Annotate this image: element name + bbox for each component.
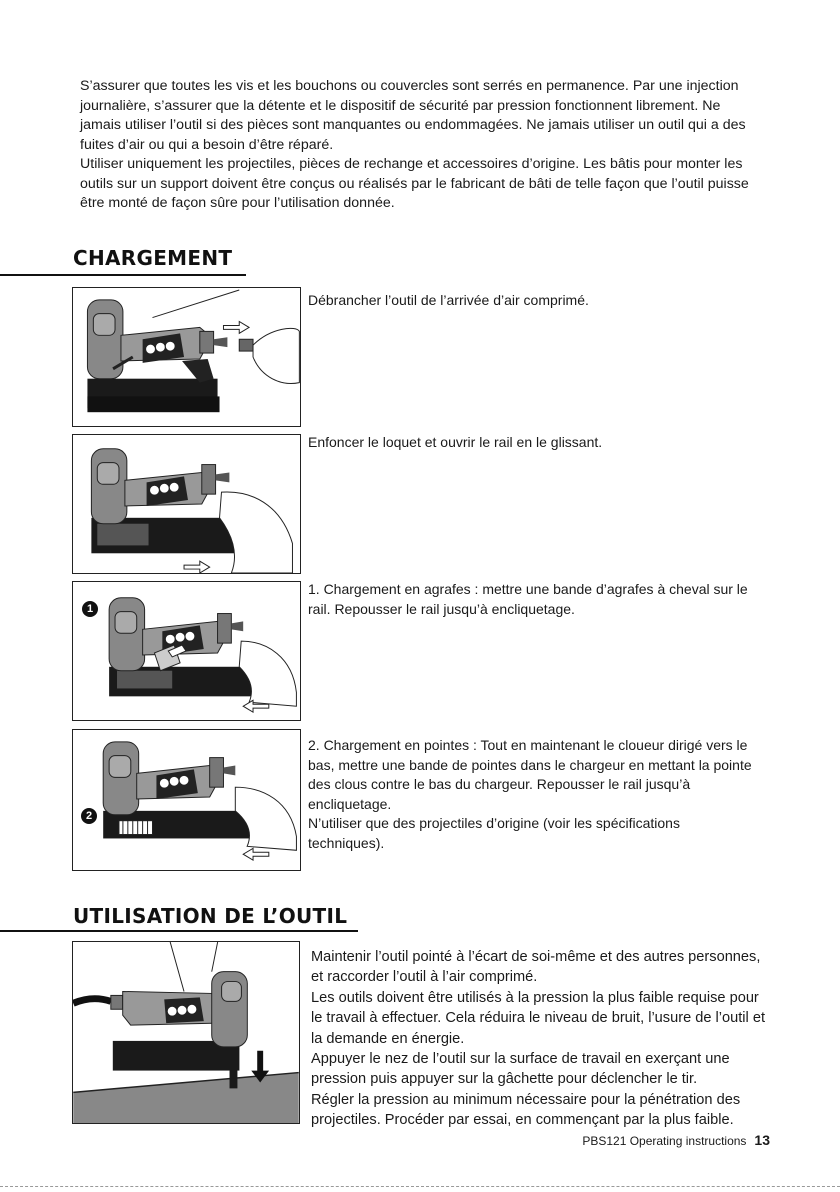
usage-paragraph: Régler la pression au minimum nécessaire pour la pénétration des projectiles. Procéder par essai, en commençant par la plus faible. bbox=[311, 1091, 741, 1129]
nailer-illustration bbox=[73, 730, 300, 870]
page-footer bbox=[582, 1132, 770, 1148]
section-title-chargement: CHARGEMENT bbox=[73, 246, 233, 270]
figure-tool-usage bbox=[72, 941, 300, 1124]
step-text-2 bbox=[308, 433, 758, 453]
intro-paragraph: Utiliser uniquement les projectiles, pièces de rechange et accessoires d’origine. Les bâtis pour monter les outils sur un support doivent être conçus ou réalisés par le fabricant de bâti de telle façon que l’outil puisse être monté de façon sûre pour l’utilisation donnée. bbox=[80, 156, 749, 211]
intro-paragraph: S’assurer que toutes les vis et les bouchons ou couvercles sont serrés en permanence. Par une injection journalière, s’assurer que la détente et le dispositif de sécurité par pression fonctionnent librement. Ne jamais utiliser l’outil si des pièces sont manquantes ou endommagées. Ne jamais utiliser un outil qui a des fuites d’air ou qui a besoin d’être réparé. bbox=[80, 78, 746, 153]
step-badge-2: 2 bbox=[81, 808, 97, 824]
step-text-1 bbox=[308, 291, 758, 311]
section-title-utilisation: UTILISATION DE L’OUTIL bbox=[73, 904, 348, 928]
page-number: 13 bbox=[754, 1132, 770, 1148]
figure-load-nails bbox=[72, 729, 301, 871]
figure-load-staples bbox=[72, 581, 301, 721]
nailer-illustration bbox=[73, 288, 300, 426]
section-underline bbox=[0, 930, 358, 932]
document-label: PBS121 Operating instructions bbox=[582, 1134, 747, 1148]
step-badge-1: 1 bbox=[82, 601, 98, 617]
step-instruction: Enfoncer le loquet et ouvrir le rail en le glissant. bbox=[308, 434, 603, 450]
step-instruction: Débrancher l’outil de l’arrivée d’air comprimé. bbox=[308, 292, 589, 308]
step-instruction: N’utiliser que des projectiles d’origine (voir les spécifications techniques). bbox=[308, 815, 680, 851]
step-instruction: 2. Chargement en pointes : Tout en maintenant le cloueur dirigé vers le bas, mettre une bande de pointes dans le chargeur en mettant la pointe des clous contre le bas du chargeur. Repousser le rail jusqu’à encliquetage. bbox=[308, 737, 752, 812]
intro-text bbox=[80, 77, 760, 214]
step-text-4 bbox=[308, 736, 758, 853]
usage-paragraph: Maintenir l’outil pointé à l’écart de soi-même et des autres personnes, et raccorder l’outil à l’air comprimé. bbox=[311, 949, 761, 986]
section-underline bbox=[0, 274, 246, 276]
step-text-3 bbox=[308, 580, 758, 619]
step-instruction: 1. Chargement en agrafes : mettre une bande d’agrafes à cheval sur le rail. Repousser le rail jusqu’à encliquetage. bbox=[308, 581, 748, 617]
usage-paragraph: Appuyer le nez de l’outil sur la surface de travail en exerçant une pression puis appuyer sur la gâchette pour déclencher le tir. bbox=[311, 1051, 730, 1088]
page-bottom-border bbox=[0, 1186, 840, 1187]
nailer-illustration bbox=[73, 582, 300, 720]
figure-disconnect-air bbox=[72, 287, 301, 427]
usage-paragraph: Les outils doivent être utilisés à la pression la plus faible requise pour le travail à effectuer. Cela réduira le niveau de bruit, l’usure de l’outil et la demande en énergie. bbox=[311, 989, 766, 1047]
usage-text bbox=[311, 947, 766, 1131]
nailer-illustration bbox=[73, 942, 299, 1123]
nailer-illustration bbox=[73, 435, 300, 573]
figure-open-rail bbox=[72, 434, 301, 574]
